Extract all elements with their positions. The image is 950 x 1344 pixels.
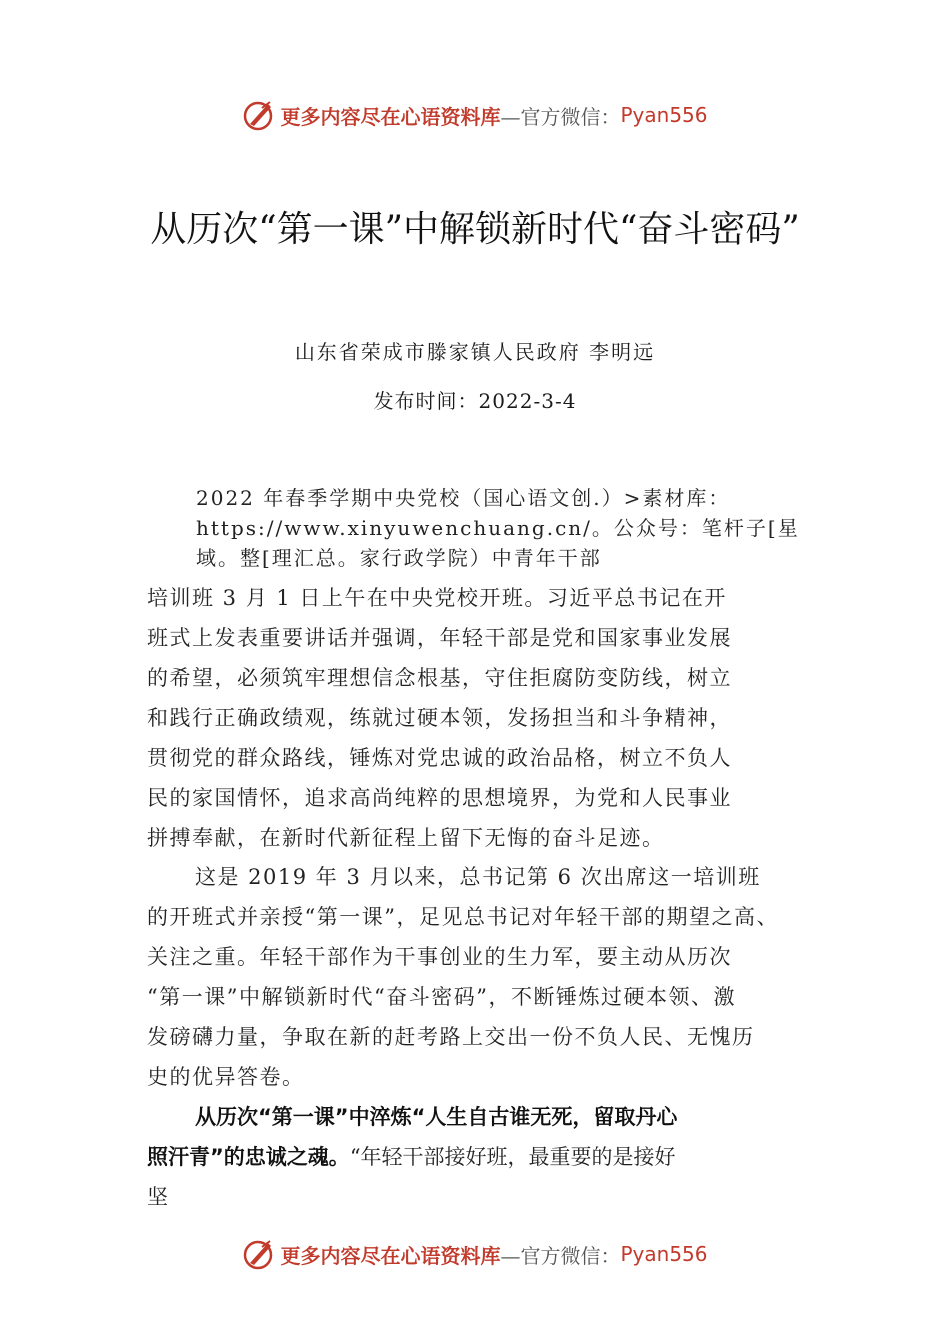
banner-red-text: 更多内容尽在心语资料库 (280, 104, 501, 129)
text-line: 民的家国情怀，追求高尚纯粹的思想境界，为党和人民事业 (147, 786, 732, 810)
article-title: 从历次“第一课”中解锁新时代“奋斗密码” (150, 209, 800, 250)
text-line: 关注之重。年轻干部作为干事创业的生力军，要主动从历次 (147, 945, 732, 969)
text-line: 坚 (147, 1185, 168, 1209)
text-line: 班式上发表重要讲话并强调，年轻干部是党和国家事业发展 (147, 626, 732, 650)
text-line: “第一课”中解锁新时代“奋斗密码”，不断锤炼过硬本领、激 (147, 985, 736, 1009)
banner-red-text: 更多内容尽在心语资料库 (280, 1243, 501, 1268)
text-line: 贯彻党的群众路线，锤炼对党忠诚的政治品格，树立不负人 (147, 746, 732, 770)
text-line: “年轻干部接好班，最重要的是接好 (349, 1145, 676, 1169)
text-line: 史的优异答卷。 (147, 1065, 305, 1089)
quill-logo-icon (242, 1237, 276, 1271)
header-banner (0, 95, 950, 135)
text-line: 拼搏奉献，在新时代新征程上留下无悔的奋斗足迹。 (147, 826, 665, 850)
bold-heading-line: 从历次“第一课”中淬炼“人生自古谁无死，留取丹心 (195, 1105, 678, 1129)
text-line: 的开班式并亲授“第一课”，足见总书记对年轻干部的期望之高、 (147, 905, 779, 929)
text-line: 这是 2019 年 3 月以来，总书记第 6 次出席这一培训班 (195, 865, 761, 889)
quill-logo-icon (242, 98, 276, 132)
text-line: 的希望，必须筑牢理想信念根基，守住拒腐防变防线，树立 (147, 666, 732, 690)
article-author: 山东省荣成市滕家镇人民政府 李明远 (294, 340, 656, 364)
paragraph-1 (147, 578, 817, 858)
text-line: 培训班 3 月 1 日上午在中央党校开班。习近平总书记在开 (147, 586, 727, 610)
paragraph-2 (147, 857, 817, 1097)
text-line: 和践行正确政绩观，练就过硬本领，发扬担当和斗争精神， (147, 706, 732, 730)
bold-heading-end: 照汗青”的忠诚之魂。 (147, 1145, 350, 1169)
text-line: 发磅礴力量，争取在新的赶考路上交出一份不负人民、无愧历 (147, 1025, 755, 1049)
article-date: 发布时间：2022-3-4 (373, 389, 577, 413)
footer-banner (0, 1234, 950, 1274)
banner-gray-text: —官方微信： (500, 104, 621, 129)
banner-wechat-code: Pyan556 (620, 103, 708, 127)
banner-wechat-code: Pyan556 (620, 1242, 708, 1266)
banner-gray-text: —官方微信： (500, 1243, 621, 1268)
paragraph-3 (147, 1097, 817, 1217)
lead-paragraph: 2022 年春季学期中央党校（国心语文创.）>素材库： https://www.xinyuwenchuang.cn/。公众号：笔杆子[星 域。整[理汇总。家行政学院）中青年干部 (196, 486, 800, 570)
